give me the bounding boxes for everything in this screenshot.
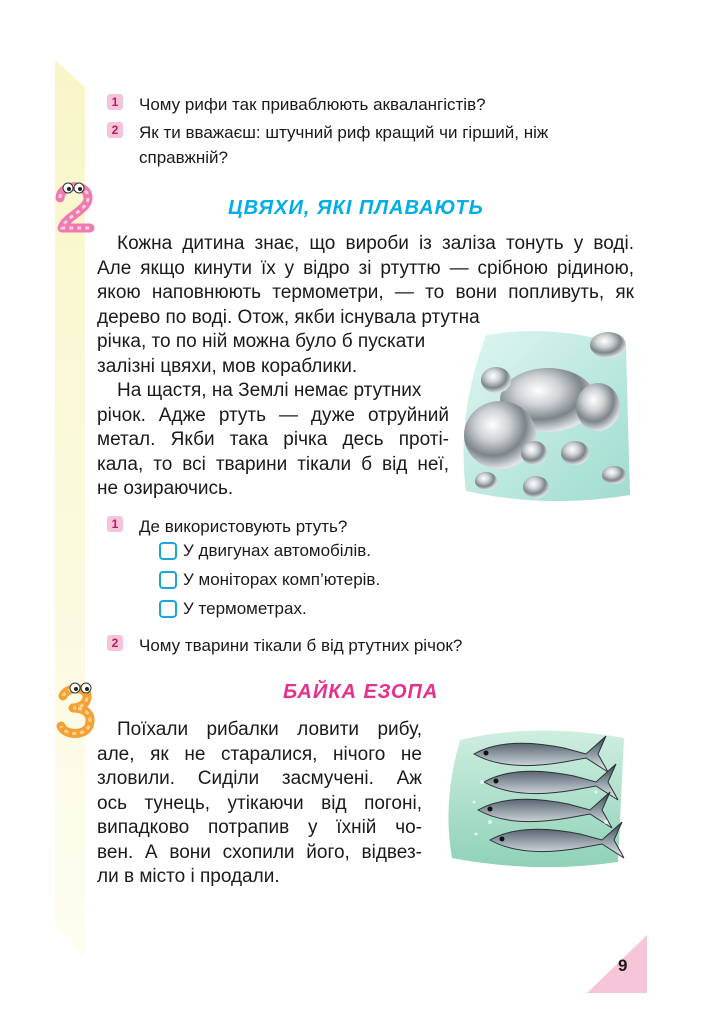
question-text: Чому тварини тікали б від ртутних річок?	[139, 636, 463, 655]
answer-checkbox[interactable]	[159, 571, 177, 589]
text-line: дерево по воді. Отож, якби існувала ртутна	[97, 306, 480, 328]
answer-option[interactable]	[159, 599, 307, 619]
text-line: Кожна дитина знає, що вироби із заліза тонуть у воді.	[117, 233, 634, 254]
question-text	[139, 120, 548, 170]
section2-question-1	[107, 514, 347, 539]
page-number: 9	[618, 956, 628, 975]
section2-question-2	[107, 633, 462, 658]
section3-paragraph	[97, 718, 422, 890]
text-line: річка, то по ній можна було б пускати	[97, 331, 426, 352]
answer-option[interactable]	[159, 570, 380, 590]
text-line: На щастя, на Землі немає ртутних	[117, 380, 422, 401]
question-number-badge: 1	[107, 94, 123, 110]
text-line: якою наповнюють термометри, — то вони попливуть, як	[97, 282, 634, 303]
question-text: Чому рифи так приваблюють аквалангістів?	[139, 95, 486, 114]
question-text-line: справжній?	[139, 148, 228, 167]
text-line: ли в місто і продали.	[97, 866, 280, 887]
text-line: випадково потрапив у їхній чо-	[97, 817, 422, 838]
mercury-droplets-image	[458, 325, 634, 505]
text-line: ось тунець, утікаючи від погоні,	[97, 792, 422, 814]
answer-checkbox[interactable]	[159, 600, 177, 618]
text-line: Поїхали рибалки ловити рибу,	[117, 719, 422, 740]
text-line: кала, то всі тварини тікали б від неї,	[97, 453, 449, 475]
section2-paragraph2	[97, 379, 449, 502]
question-text: Де використовують ртуть?	[139, 517, 348, 536]
question-text-line: Як ти вважаєш: штучний риф кращий чи гірший, ніж	[139, 123, 549, 142]
section-title: ЦВЯХИ, ЯКІ ПЛАВАЮТЬ	[228, 197, 484, 219]
text-line: зловили. Сиділи засмучені. Аж	[97, 768, 422, 789]
question-number-badge: 2	[107, 635, 123, 651]
text-line: не озираючись.	[97, 478, 234, 499]
tuna-fish-image	[446, 722, 634, 870]
text-line: вен. А вони схопили його, відвез-	[97, 841, 422, 863]
text-line: річок. Адже ртуть — дуже отруйний	[97, 404, 449, 426]
question-2	[107, 120, 634, 170]
page-number-tab	[587, 935, 647, 993]
section-number-3-icon	[55, 680, 99, 740]
text-line: Але якщо кинути їх у відро зі ртуттю — срібною рідиною,	[97, 257, 634, 279]
section-title: БАЙКА ЕЗОПА	[283, 681, 439, 703]
section-number-2-icon	[52, 178, 96, 236]
answer-label: У двигунах автомобілів.	[183, 541, 372, 560]
text-line: але, як не старалися, нічого не	[97, 743, 422, 765]
answer-checkbox[interactable]	[159, 542, 177, 560]
answer-option[interactable]	[159, 541, 371, 561]
text-line: метал. Якби така річка десь проті-	[97, 429, 449, 450]
question-1	[107, 92, 486, 117]
text-line: залізні цвяхи, мов кораблики.	[97, 355, 358, 377]
question-number-badge: 1	[107, 516, 123, 532]
answer-label: У моніторах комп’ютерів.	[183, 570, 381, 589]
question-number-badge: 2	[107, 122, 123, 138]
answer-label: У термометрах.	[183, 599, 307, 618]
